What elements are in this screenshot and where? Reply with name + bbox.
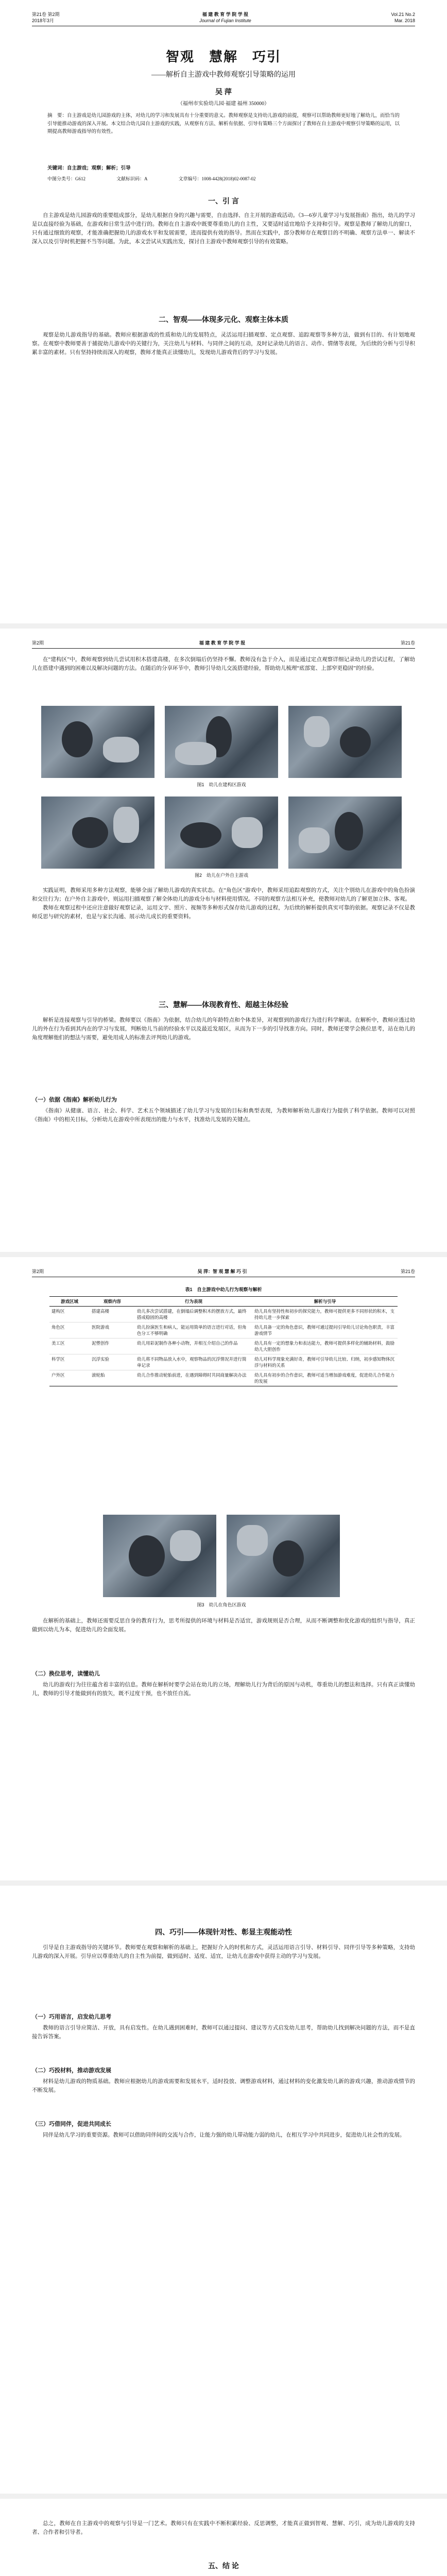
table-row [49, 1338, 398, 1354]
section-4-sub-3: （三）巧借同伴，促进共同成长 [32, 2121, 111, 2127]
p3-paragraph: 在解析的基础上，教师还需要反思自身的教育行为，思考所提供的环境与材料是否适宜，游戏规则是否合理，从而不断调整和优化游戏的组织与指导，真正做到以幼儿为本，促进幼儿的全面发展。 [32, 1618, 415, 1633]
table-cell: 幼儿将不同物品放入水中，观察物品的沉浮情况并进行简单记录 [135, 1354, 252, 1370]
page-header [32, 11, 415, 26]
table-cell: 幼儿具备一定的角色意识，教师可通过提问引导幼儿讨论角色职责，丰富游戏情节 [252, 1323, 398, 1338]
section-4-sub-2-paragraph: 材料是幼儿游戏的物质基础。教师应根据幼儿的游戏需要和发展水平，适时投放、调整游戏材料，通过材料的变化激发幼儿新的游戏兴趣，推动游戏情节的不断发展。 [32, 2079, 415, 2093]
figure-3-photo-b [227, 1515, 340, 1597]
table-cell: 滚轮胎 [90, 1370, 135, 1386]
running-left-3: 第2期 [32, 1269, 44, 1274]
section-3-sub-1: （一）依据《指南》解析幼儿行为 [32, 1097, 117, 1103]
p3-text [32, 1617, 415, 1634]
section-5-title: 五、结 论 [208, 2562, 239, 2570]
p4-text [32, 2519, 415, 2537]
section-3-text [32, 1016, 415, 1042]
running-right-3: 第21卷 [400, 1269, 415, 1274]
table-row [49, 1370, 398, 1386]
table-cell: 幼儿具有坚持性和初步的探究能力，教师可提供更多不同形状的积木，支持幼儿进一步探索 [252, 1307, 398, 1323]
section-4-sub-2: （二）巧投材料，推动游戏发展 [32, 2067, 111, 2074]
table-row [49, 1307, 398, 1323]
section-4-sub-1-text [32, 2024, 415, 2041]
figure-1-photo-c [288, 706, 402, 778]
table-header-cell: 解析与引导 [252, 1297, 398, 1307]
running-center: 福 建 教 育 学 院 学 报 [199, 640, 246, 646]
abstract: 摘 要：自主游戏是幼儿园游戏的主体，对幼儿的学习和发展具有十分重要的意义。教师观察是支持幼儿游戏的前提，观察可以帮助教师更好地了解幼儿，而恰当的引导能推动游戏的深入开展。本文结合幼儿园自主游戏的实践，从观察有方法、解析有依据、引导有策略三个方面探讨了教师在自主游戏中观察引导策略的运用，以期提高教师游戏指导的有效性。 [47, 113, 400, 134]
header-volume: Vol.21 No.2 [391, 12, 415, 17]
section-3-title: 三、慧解——体现教育性、超越主体经验 [159, 1001, 288, 1009]
figure-1-photo-a [41, 706, 154, 778]
journal-name: 福 建 教 育 学 院 学 报 [202, 12, 249, 17]
table-cell: 幼儿合作推动轮胎前进，在遇到障碍时共同商量解决办法 [135, 1370, 252, 1386]
section-2-paragraph: 观察是幼儿游戏指导的基础。教师应根据游戏的性质和幼儿的发展特点，灵活运用扫描观察、定点观察、追踪观察等多种方法，做到有目的、有计划地观察。在观察中教师要善于捕捉幼儿游戏中的关键行为，关注幼儿与材料、与同伴之间的互动，及时记录幼儿的语言、动作、情绪等表现，为后续的分析与引导积累丰富的素材。只有坚持持续而深入的观察，教师才能真正读懂幼儿，发现幼儿游戏背后的学习与发展。 [32, 332, 415, 355]
section-3-sub-2: （二）换位思考，读懂幼儿 [32, 1671, 100, 1677]
section-4-sub-3-paragraph: 同伴是幼儿学习的重要资源。教师可以借助同伴间的交流与合作，让能力强的幼儿带动能力弱的幼儿，在相互学习中共同进步，促进幼儿社会性的发展。 [43, 2132, 405, 2138]
journal-name-en: Journal of Fujian Institute [199, 18, 251, 23]
keywords: 关键词：自主游戏；观察；解析；引导 [47, 166, 131, 171]
running-left: 第2期 [32, 640, 44, 646]
p2-paragraph-2: 实践证明，教师采用多种方法观察，能够全面了解幼儿游戏的真实状态。在“角色区”游戏中，教师采用追踪观察的方式，关注个别幼儿在游戏中的角色扮演和交往行为；在户外自主游戏中，则运用扫描观察了解全体幼儿的游戏分布与材料使用情况。不同的观察方法相互补充，使教师对幼儿的了解更加立体、客观。 [32, 888, 415, 902]
section-4-sub-1-paragraph: 教师的语言引导应简洁、开放，具有启发性。在幼儿遇到困难时，教师可以通过提问、建议等方式启发幼儿思考，帮助幼儿找到解决问题的方法，而不是直接告诉答案。 [32, 2025, 415, 2040]
section-1-text [32, 211, 415, 246]
table-header-cell: 行为表现 [135, 1297, 252, 1307]
section-4-title: 四、巧引——体现针对性、彰显主观能动性 [155, 1928, 292, 1936]
author: 吴 萍 [215, 88, 232, 96]
table-cell: 搭建高楼 [90, 1307, 135, 1323]
section-1-title: 一、引 言 [208, 197, 239, 205]
table-cell: 泥塑创作 [90, 1338, 135, 1354]
p2-text-1 [32, 655, 415, 673]
article-number: 文章编号：1008-4428(2018)02-0087-02 [178, 176, 256, 181]
section-3-sub-1-paragraph: 《指南》从健康、语言、社会、科学、艺术五个领域描述了幼儿学习与发展的目标和典型表现，为教师解析幼儿游戏行为提供了科学依据。教师可以对照《指南》中的相关目标，分析幼儿在游戏中所表现出的能力与水平，找准幼儿发展的关键点。 [32, 1108, 415, 1123]
paper-subtitle: ——解析自主游戏中教师观察引导策略的运用 [151, 71, 296, 79]
clc-row [47, 175, 400, 182]
header-date: 2018年3月 [32, 18, 55, 23]
p2-paragraph-1: 在“建构区”中，教师观察到幼儿尝试用积木搭建高楼，在多次倒塌后仍坚持不懈。教师没有急于介入，而是通过定点观察详细记录幼儿的尝试过程，了解幼儿在搭建中遇到的困难以及解决问题的方法。在随后的分享环节中，教师引导幼儿交流搭建经验，帮助幼儿梳理“底部宽、上部窄更稳固”的经验。 [32, 657, 415, 671]
p4-paragraph: 总之，教师在自主游戏中的观察与引导是一门艺术。教师只有在实践中不断积累经验、反思调整，才能真正做到智观、慧解、巧引，成为幼儿游戏的支持者、合作者和引导者。 [32, 2521, 415, 2535]
table-cell: 户外区 [49, 1370, 90, 1386]
figure-2-photo-b [165, 796, 278, 869]
table-header-cell: 游戏区域 [49, 1297, 90, 1307]
figure-1-photo-b [165, 706, 278, 778]
p2-paragraph-3: 教师在观察过程中还应注意做好观察记录，运用文字、照片、视频等多种形式保存幼儿游戏的过程，为后续的解析提供真实可靠的依据。观察记录不仅是教师反思与研究的素材，也是与家长沟通、展示幼儿成长的重要资料。 [32, 905, 415, 920]
section-3-sub-2-paragraph: 幼儿的游戏行为往往蕴含着丰富的信息。教师在解析时要学会站在幼儿的立场，理解幼儿行为背后的原因与动机，尊重幼儿的想法和选择。只有真正读懂幼儿，教师的引导才能做到有的放矢，既不过度干预，也不放任自流。 [32, 1682, 415, 1697]
document-code: 文献标识码：A [116, 176, 148, 181]
page-5 [0, 2499, 447, 2576]
table-cell: 幼儿具有一定的想象力和表达能力，教师可提供多样化的辅助材料，鼓励幼儿大胆创作 [252, 1338, 398, 1354]
figure-2-photo-a [41, 796, 154, 869]
table-cell: 科学区 [49, 1354, 90, 1370]
section-4-sub-3-text [32, 2131, 415, 2140]
section-4-paragraph: 引导是自主游戏指导的关键环节。教师要在观察和解析的基础上，把握好介入的时机和方式，灵活运用语言引导、材料引导、同伴引导等多种策略，支持幼儿游戏的深入开展。引导应以尊重幼儿的自主性为前提，做到适时、适度、适宜，让幼儿在游戏中获得主动的学习与发展。 [32, 1945, 415, 1959]
table-cell: 幼儿用彩泥制作各种小动物，并相互介绍自己的作品 [135, 1338, 252, 1354]
page-4 [0, 1886, 447, 2494]
table-cell: 幼儿多次尝试搭建，在倒塌后调整积木的摆放方式，最终搭成稳固的高楼 [135, 1307, 252, 1323]
figure-3-photo-a [103, 1515, 216, 1597]
section-2-text [32, 331, 415, 357]
section-2-title: 二、智观——体现多元化、观察主体本质 [159, 315, 288, 324]
page-1 [0, 0, 447, 623]
section-3-sub-2-text [32, 1681, 415, 1698]
figure-2-caption: 图2 幼儿在户外自主游戏 [194, 873, 248, 878]
table-row [49, 1323, 398, 1338]
table-1 [49, 1296, 398, 1386]
table-cell: 医院游戏 [90, 1323, 135, 1338]
section-4-text [32, 1943, 415, 1961]
section-3-sub-1-text [32, 1107, 415, 1124]
table-cell: 角色区 [49, 1323, 90, 1338]
table-cell: 幼儿扮演医生和病人，能运用简单的语言进行对话，但角色分工不够明确 [135, 1323, 252, 1338]
table-cell: 美工区 [49, 1338, 90, 1354]
table-1-caption: 表1 自主游戏中幼儿行为观察与解析 [185, 1287, 262, 1292]
table-header-row [49, 1297, 398, 1307]
table-row [49, 1354, 398, 1370]
figure-1-caption: 图1 幼儿在建构区游戏 [197, 782, 246, 787]
table-cell: 幼儿具有初步的合作意识，教师可适当增加游戏难度，促进幼儿合作能力的发展 [252, 1370, 398, 1386]
running-header-3 [32, 1268, 415, 1277]
header-date-en: Mar. 2018 [394, 18, 415, 23]
page-2 [0, 629, 447, 1252]
running-center-3: 吴 萍：智 观 慧 解 巧 引 [197, 1269, 247, 1274]
page-3 [0, 1257, 447, 1880]
header-issue: 第21卷 第2期 [32, 12, 60, 17]
paper-title: 智观 慧解 巧引 [165, 49, 281, 64]
section-3-paragraph: 解析是连接观察与引导的桥梁。教师要以《指南》为依据，结合幼儿的年龄特点和个体差异，对观察到的游戏行为进行科学解读。在解析中，教师应透过幼儿的外在行为看到其内在的学习与发展，判断幼儿当前的经验水平以及最近发展区，从而为下一步的引导找准方向。同时，教师还要学会换位思考，站在幼儿的角度理解他们的想法与需要，避免用成人的标准去评判幼儿的游戏。 [32, 1018, 415, 1041]
table-header-cell: 观察内容 [90, 1297, 135, 1307]
affiliation: （福州市实验幼儿园·福建 福州 350000） [177, 101, 270, 107]
section-4-sub-1: （一）巧用语言，启发幼儿思考 [32, 2014, 111, 2020]
running-right: 第21卷 [400, 640, 415, 646]
figure-3-caption: 图3 幼儿在角色区游戏 [197, 1602, 246, 1607]
clc-number: 中图分类号：G612 [47, 176, 85, 181]
table-cell: 幼儿对科学现象充满好奇，教师可引导幼儿比较、归纳，初步感知物体沉浮与材料的关系 [252, 1354, 398, 1370]
section-4-sub-2-text [32, 2077, 415, 2095]
table-cell: 沉浮实验 [90, 1354, 135, 1370]
p2-text-2 [32, 886, 415, 921]
table-cell: 建构区 [49, 1307, 90, 1323]
section-1-paragraph: 自主游戏是幼儿园游戏的重要组成部分，是幼儿根据自身的兴趣与需要，自由选择、自主开展的游戏活动。《3—6岁儿童学习与发展指南》指出，幼儿的学习是以直接经验为基础，在游戏和日常生活中进行的。教师在自主游戏中既要尊重幼儿的自主性，又要适时适宜地给予支持和引导。观察是教师了解幼儿的窗口，只有通过细致的观察，才能准确把握幼儿的游戏水平和发展需要，进而提供有效的指导。然而在实践中，部分教师存在观察目的不明确、观察方法单一、解读不深入以及引导时机把握不当等问题。为此，本文尝试从实践出发，探讨自主游戏中教师观察引导的有效策略。 [32, 213, 415, 245]
figure-2-photo-c [288, 796, 402, 869]
running-header [32, 640, 415, 649]
